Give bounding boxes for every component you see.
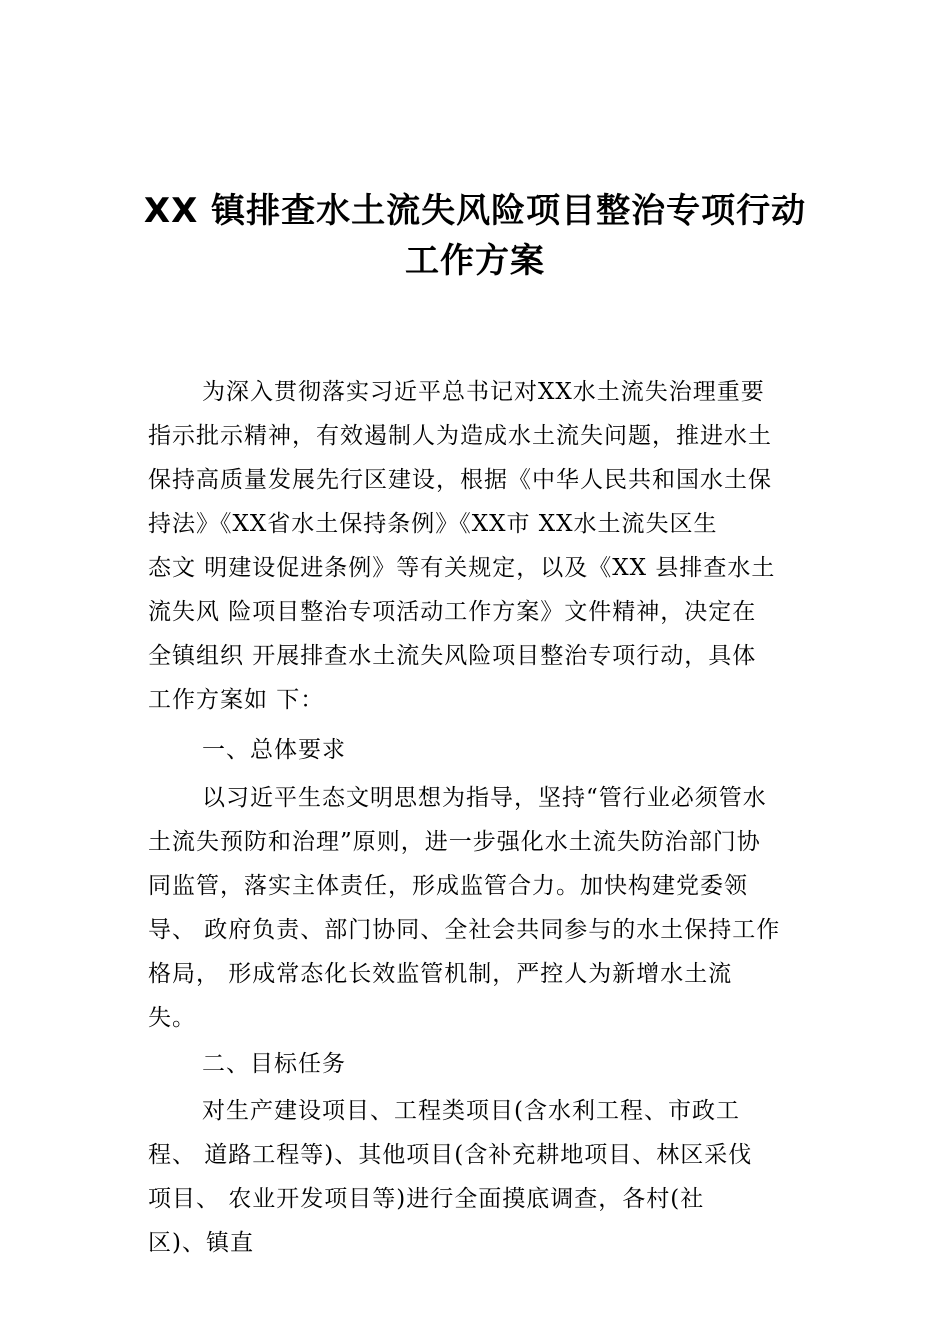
text-line: 导、 政府负责、部门协同、全社会共同参与的水土保持工作 (148, 917, 781, 943)
text-line: 项目、 农业开发项目等)进行全面摸底调查，各村(社 (148, 1186, 705, 1212)
paragraph-overall-requirements (148, 776, 808, 1040)
section-heading-objectives (148, 1042, 808, 1086)
text-line: 格局， 形成常态化长效监管机制，严控人为新增水土流 (148, 961, 733, 987)
text-line: 全镇组织 开展排查水土流失风险项目整治专项行动，具体 (148, 643, 757, 669)
text-line: 以习近平生态文明思想为指导，坚持“管行业必须管水 (202, 785, 767, 811)
text-line: 持法》《XX省水土保持条例》《XX市 XX水土流失区生 (148, 511, 718, 537)
text-line: 保持高质量发展先行区建设，根据《中华人民共和国水土保 (148, 467, 772, 493)
text-line: 流失风 险项目整治专项活动工作方案》文件精神，决定在 (148, 599, 757, 625)
text-line: 工作方案如 下： (148, 687, 325, 713)
paragraph-intro (148, 370, 808, 722)
text-line: 土流失预防和治理”原则，进一步强化水土流失防治部门协 (148, 829, 761, 855)
text-line: 指示批示精神，有效遏制人为造成水土流失问题，推进水土 (148, 423, 772, 449)
text-line: 区)、镇直 (148, 1230, 254, 1256)
text-line: 对生产建设项目、工程类项目(含水利工程、市政工 (202, 1098, 740, 1124)
document-title (110, 186, 840, 286)
section-heading-overall-requirements (148, 728, 808, 772)
text-line: 为深入贯彻落实习近平总书记对XX水土流失治理重要 (202, 379, 765, 405)
section-heading-text: 二、目标任务 (202, 1051, 346, 1077)
section-heading-text: 一、总体要求 (202, 737, 346, 763)
title-line-2: 工作方案 (405, 241, 545, 281)
text-line: 程、 道路工程等)、其他项目(含补充耕地项目、林区采伐 (148, 1142, 753, 1168)
text-line: 同监管，落实主体责任，形成监管合力。加快构建党委领 (148, 873, 748, 899)
paragraph-objectives (148, 1089, 808, 1265)
title-line-1: XX 镇排查水土流失风险项目整治专项行动 (143, 191, 807, 231)
text-line: 失。 (148, 1005, 196, 1031)
text-line: 态文 明建设促进条例》等有关规定，以及《XX 县排查水土 (148, 555, 776, 581)
